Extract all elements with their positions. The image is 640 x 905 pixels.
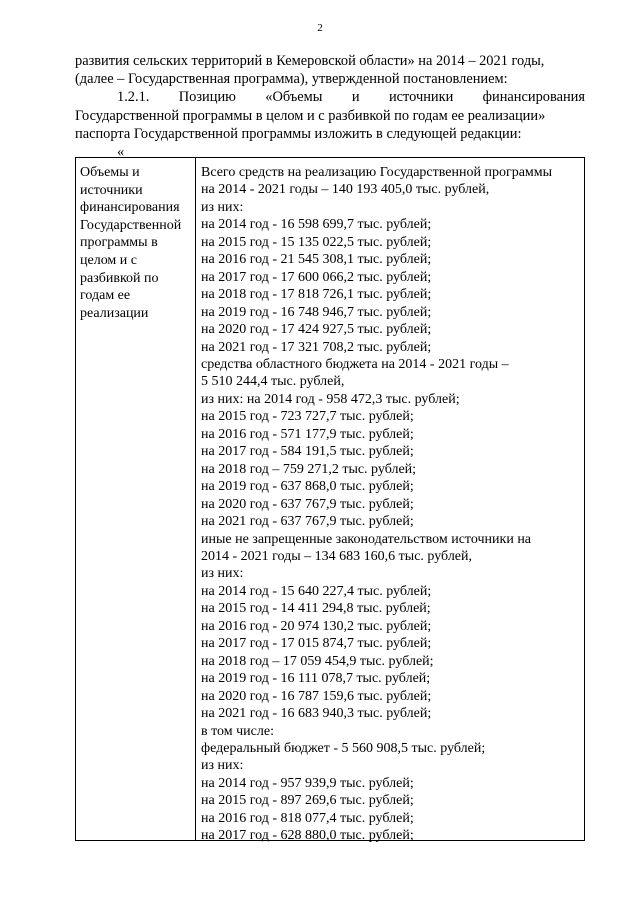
funding-line: на 2017 год - 17 600 066,2 тыс. рублей; (201, 269, 432, 285)
funding-line: Всего средств на реализацию Государственной программы (201, 165, 553, 180)
funding-line: федеральный бюджет - 5 560 908,5 тыс. рублей; (201, 740, 486, 756)
funding-line: на 2017 год - 584 191,5 тыс. рублей; (201, 444, 414, 460)
funding-line: на 2021 год - 16 683 940,3 тыс. рублей; (201, 706, 432, 722)
funding-line: на 2018 год – 17 059 454,9 тыс. рублей; (201, 653, 434, 669)
funding-line: в том числе: (201, 723, 274, 739)
funding-line: из них: (201, 199, 244, 215)
funding-line: на 2015 год - 15 135 022,5 тыс. рублей; (201, 234, 432, 250)
funding-line: на 2021 год - 17 321 708,2 тыс. рублей; (201, 339, 432, 355)
funding-line: из них: (201, 566, 244, 582)
intro-line-1: развития сельских территорий в Кемеровской области» на 2014 – 2021 годы, (75, 53, 545, 69)
funding-line: на 2021 год - 637 767,9 тыс. рублей; (201, 514, 414, 530)
funding-table (75, 157, 585, 844)
funding-line: на 2015 год - 897 269,6 тыс. рублей; (201, 793, 414, 809)
funding-line: на 2020 год - 17 424 927,5 тыс. рублей; (201, 322, 432, 338)
intro-line-2: (далее – Государственная программа), утвержденной постановлением: (75, 71, 508, 88)
funding-line: на 2016 год - 20 974 130,2 тыс. рублей; (201, 618, 432, 634)
funding-line: на 2014 год - 16 598 699,7 тыс. рублей; (201, 217, 432, 233)
intro-line-3: 1.2.1. Позицию «Объемы и источники финансирования (117, 89, 585, 106)
funding-line: на 2018 год - 17 818 726,1 тыс. рублей; (201, 287, 432, 303)
intro-line-5: паспорта Государственной программы изложить в следующей редакции: (75, 125, 522, 142)
funding-line: средства областного бюджета на 2014 - 2021 годы – (201, 356, 509, 372)
funding-line: на 2020 год - 637 767,9 тыс. рублей; (201, 496, 414, 512)
funding-line: из них: (201, 758, 244, 774)
page-number: 2 (317, 22, 323, 34)
table-content-cell (196, 158, 584, 844)
opening-quote: « (117, 144, 125, 161)
funding-line: на 2016 год - 21 545 308,1 тыс. рублей; (201, 252, 432, 268)
funding-line: на 2015 год - 14 411 294,8 тыс. рублей; (201, 601, 431, 617)
funding-line: на 2020 год - 16 787 159,6 тыс. рублей; (201, 688, 432, 704)
funding-line: иные не запрещенные законодательством источники на (201, 531, 532, 547)
intro-line-4: Государственной программы в целом и с разбивкой по годам ее реализации» (75, 107, 546, 124)
funding-line: на 2017 год - 17 015 874,7 тыс. рублей; (201, 636, 432, 652)
funding-line: на 2019 год - 16 748 946,7 тыс. рублей; (201, 304, 432, 320)
intro-paragraph (75, 52, 585, 161)
funding-line: 5 510 244,4 тыс. рублей, (201, 374, 345, 390)
funding-line: на 2016 год - 571 177,9 тыс. рублей; (201, 426, 414, 442)
table-label-cell: Объемы и источники финансирования Государственной программы в целом и с разбивкой по годам ее реализации (76, 158, 196, 840)
funding-line: на 2015 год - 723 727,7 тыс. рублей; (201, 409, 414, 425)
funding-line: на 2014 год - 957 939,9 тыс. рублей; (201, 775, 414, 791)
funding-line: на 2014 - 2021 годы – 140 193 405,0 тыс. рублей, (201, 182, 490, 198)
funding-line: на 2018 год – 759 271,2 тыс. рублей; (201, 461, 417, 477)
funding-line: на 2014 год - 15 640 227,4 тыс. рублей; (201, 583, 432, 599)
funding-line: из них: на 2014 год - 958 472,3 тыс. рублей; (201, 391, 460, 407)
funding-line: на 2019 год - 637 868,0 тыс. рублей; (201, 479, 414, 495)
funding-line: на 2019 год - 16 111 078,7 тыс. рублей; (201, 671, 431, 687)
funding-line: 2014 - 2021 годы – 134 683 160,6 тыс. рублей, (201, 548, 473, 564)
funding-line: на 2017 год - 628 880,0 тыс. рублей; (201, 828, 414, 844)
funding-line: на 2016 год - 818 077,4 тыс. рублей; (201, 810, 414, 826)
